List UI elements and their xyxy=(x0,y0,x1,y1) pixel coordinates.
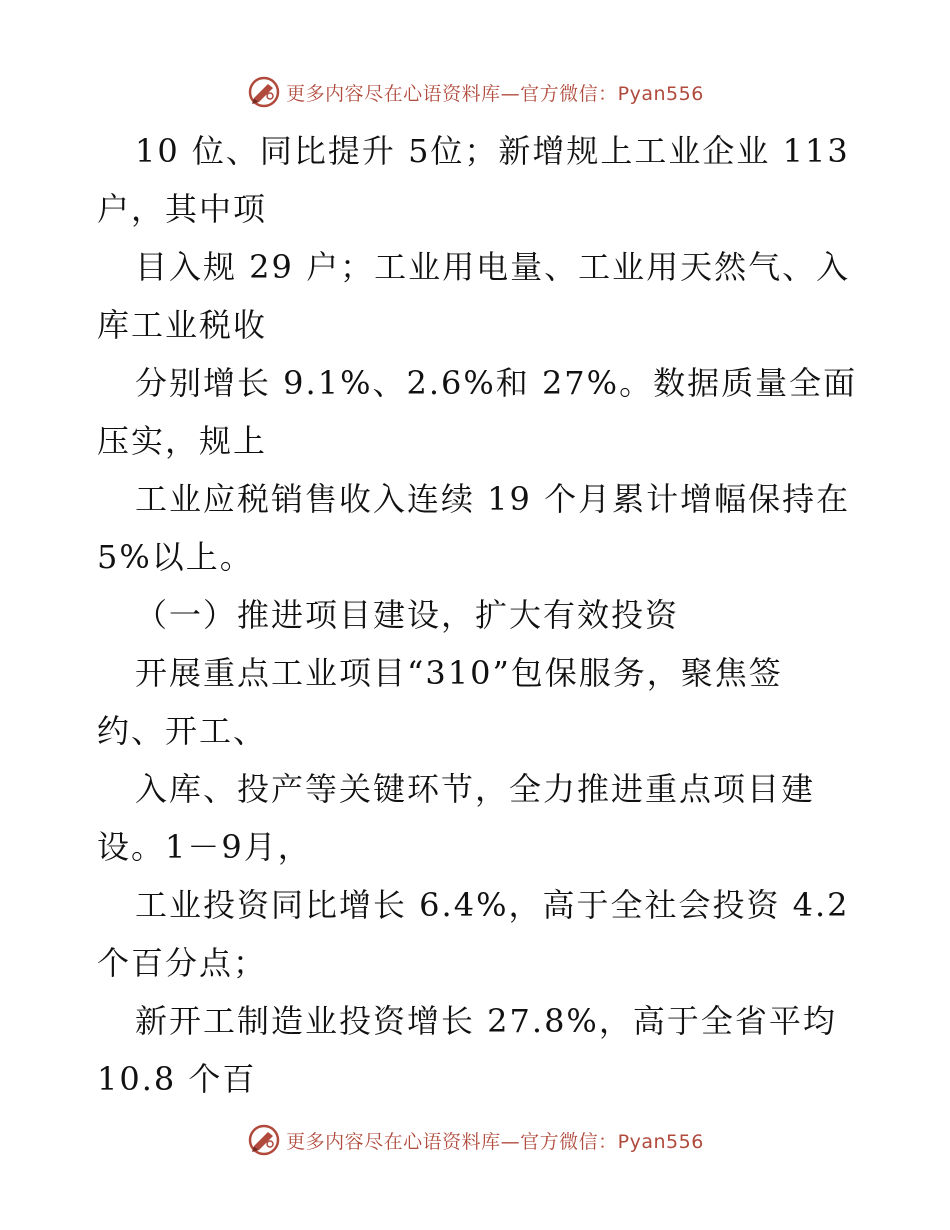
body-line: 个百分点； xyxy=(97,944,268,982)
footer-watermark xyxy=(0,1120,950,1160)
body-line: 分别增长 9.1%、2.6%和 27%。数据质量全面 xyxy=(135,364,858,402)
document-body xyxy=(97,122,857,1108)
watermark-text: 更多内容尽在心语资料库—官方微信：Pyan556 xyxy=(286,82,704,105)
body-line: 开展重点工业项目“310”包保服务，聚焦签 xyxy=(135,654,783,692)
body-line: 户，其中项 xyxy=(97,190,268,228)
pen-logo-icon xyxy=(246,1122,282,1158)
section-heading: （一）推进项目建设，扩大有效投资 xyxy=(135,596,680,634)
body-line: 工业投资同比增长 6.4%，高于全社会投资 4.2 xyxy=(135,886,850,924)
header-watermark xyxy=(0,72,950,112)
body-line: 压实，规上 xyxy=(97,422,268,460)
body-line: 10 位、同比提升 5位；新增规上工业企业 113 xyxy=(135,132,850,170)
body-line: 设。1－9月， xyxy=(97,828,312,866)
body-line: 入库、投产等关键环节，全力推进重点项目建 xyxy=(135,770,816,808)
body-line: 工业应税销售收入连续 19 个月累计增幅保持在 xyxy=(135,480,851,518)
body-line: 约、开工、 xyxy=(97,712,268,750)
body-line: 目入规 29 户；工业用电量、工业用天然气、入 xyxy=(135,248,851,286)
body-line: 库工业税收 xyxy=(97,306,268,344)
body-line: 10.8 个百 xyxy=(97,1060,257,1098)
watermark-text: 更多内容尽在心语资料库—官方微信：Pyan556 xyxy=(286,1130,704,1153)
body-line: 5%以上。 xyxy=(97,538,254,576)
pen-logo-icon xyxy=(246,74,282,110)
body-line: 新开工制造业投资增长 27.8%，高于全省平均 xyxy=(135,1002,837,1040)
